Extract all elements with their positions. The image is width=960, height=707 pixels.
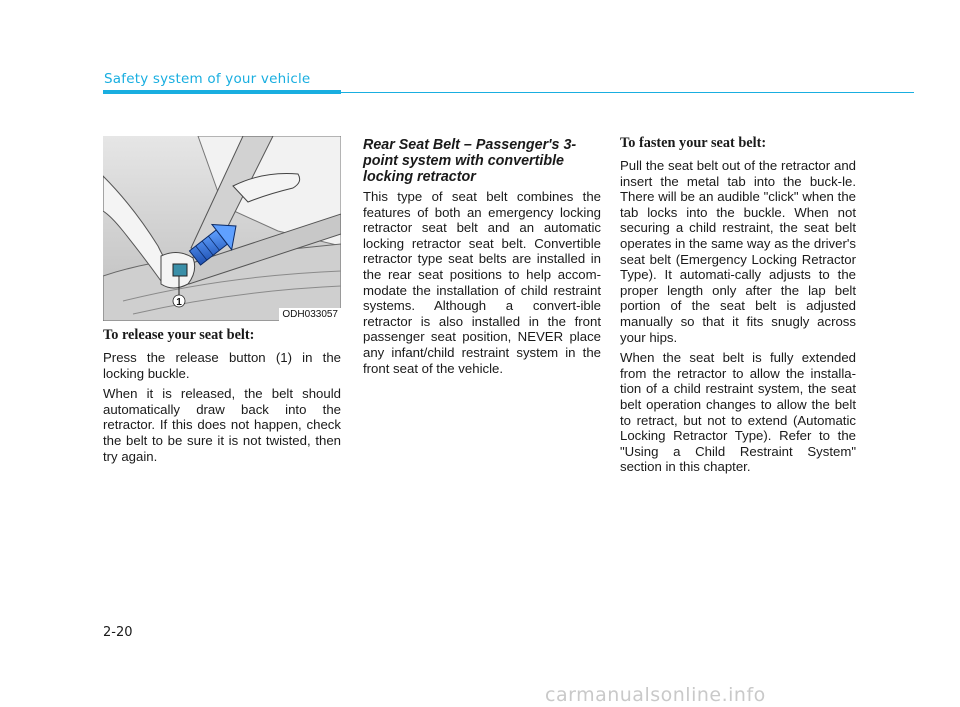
- fasten-paragraph-1: Pull the seat belt out of the retractor and insert the metal tab into the buck-le. There will be an audible "click" when the tab locks into the buckle. When not securing a child restraint, the seat belt operates in the same way as the driver's seat belt (Emergency Locking Retractor Type). It automati-cally adjusts to the proper length only after the lap belt portion of the seat belt is adjusted manually so that it fits snugly across your hips.: [620, 158, 856, 345]
- release-paragraph-2: When it is released, the belt should automatically draw back into the retractor. If this does not happen, check the belt to be sure it is not twisted, then try again.: [103, 386, 341, 464]
- callout-number: 1: [176, 297, 182, 308]
- header-rule-thick: [103, 90, 341, 94]
- figure-code: ODH033057: [279, 308, 341, 321]
- fasten-paragraph-2: When the seat belt is fully extended from the retractor to allow the installa-tion of a child restraint system, the seat belt operation changes to allow the belt to retract, but not to extend (Automatic Locking Retractor Type). Refer to the "Using a Child Restraint System" section in this chapter.: [620, 350, 856, 475]
- section-title: Safety system of your vehicle: [104, 71, 311, 87]
- seat-belt-drawing: [103, 136, 341, 321]
- watermark: carmanualsonline.info: [545, 684, 766, 706]
- column-rear-seat-belt: [363, 137, 601, 381]
- column-fasten: [620, 135, 856, 480]
- release-heading: To release your seat belt:: [103, 327, 255, 343]
- column-release: [103, 327, 341, 469]
- rear-belt-heading: Rear Seat Belt – Passenger's 3-point system with convertible locking retractor: [363, 137, 577, 185]
- header-rule-thin: [341, 92, 914, 93]
- fasten-heading: To fasten your seat belt:: [620, 135, 767, 151]
- page-number: 2-20: [103, 625, 133, 640]
- rear-belt-paragraph: This type of seat belt combines the features of both an emergency locking retractor seat belt and an automatic locking retractor seat belt. Convertible retractor type seat belts are installed in the rear seat positions to help accom-modate the installation of child restraint systems. Although a convert-ible retractor is also installed in the front passenger seat position, NEVER place any infant/child restraint system in the front seat of the vehicle.: [363, 189, 601, 376]
- release-paragraph-1: Press the release button (1) in the locking buckle.: [103, 350, 341, 381]
- seat-belt-illustration: [103, 136, 341, 321]
